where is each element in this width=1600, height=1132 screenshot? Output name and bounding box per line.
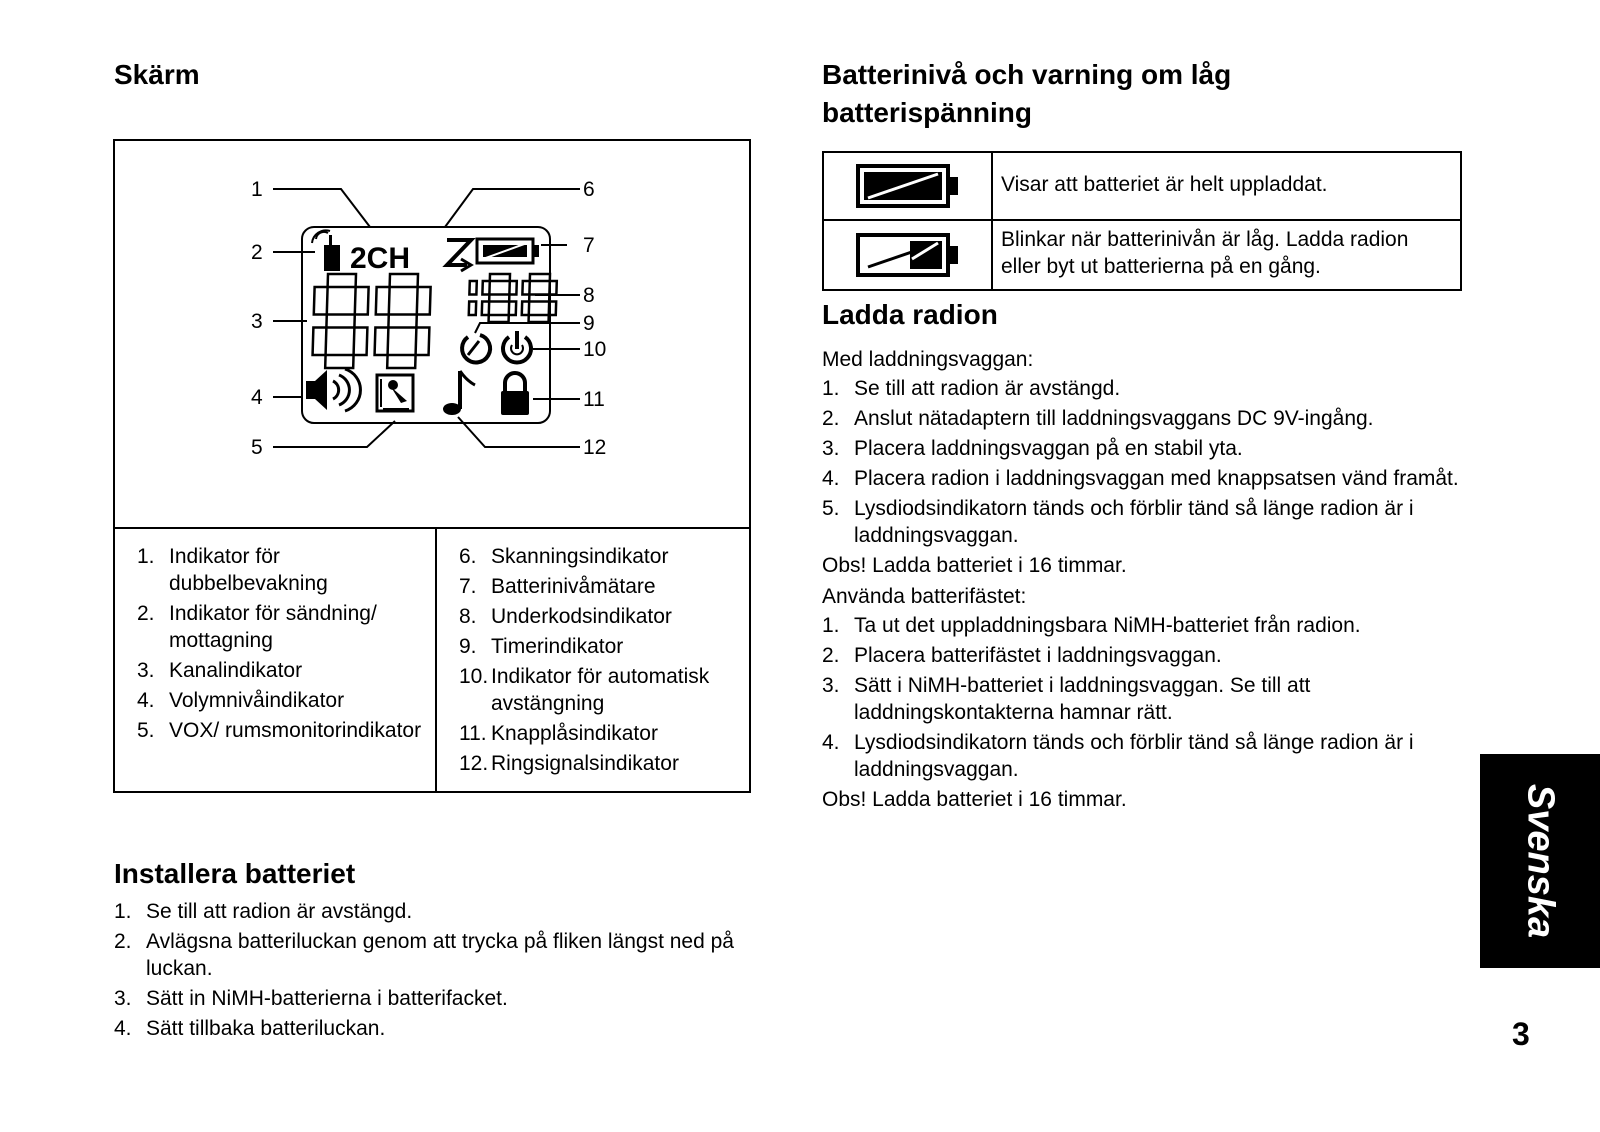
lcd-segment [549, 281, 556, 295]
volume-icon [306, 369, 360, 411]
lcd-segment [354, 328, 368, 356]
lcd-segment [388, 315, 416, 328]
table-row [824, 153, 1460, 221]
callout-3: 3 [251, 310, 263, 333]
legend-item: 7. Batterinivåmätare [459, 575, 656, 598]
battery-low-icon [856, 233, 960, 277]
keylock-icon [501, 373, 529, 415]
lcd-main-digit [312, 274, 369, 368]
lcd-segment [529, 315, 549, 322]
lcd-segment [375, 328, 389, 356]
auto-power-off-icon [503, 331, 531, 362]
lcd-sub-digit [522, 274, 557, 322]
legend-item: 11. Knapplåsindikator [459, 722, 658, 745]
legend-item: 12. Ringsignalsindikator [459, 752, 679, 775]
callout-7: 7 [583, 234, 595, 257]
lcd-segment [387, 355, 415, 368]
lcd-segment [509, 281, 516, 295]
lcd-segment [522, 281, 529, 295]
list-item: 1. Ta ut det uppladdningsbara NiMH-batteriet från radion. [822, 614, 1361, 637]
lcd-diagram [115, 141, 749, 529]
charge-instructions [822, 346, 1462, 815]
holder-steps [822, 612, 1462, 783]
legend-left [115, 527, 437, 791]
legend-item: 8. Underkodsindikator [459, 605, 672, 628]
legend-item: 5. VOX/ rumsmonitorindikator [137, 719, 422, 742]
callout-12: 12 [583, 436, 607, 459]
lcd-segment [509, 302, 516, 316]
table-cell-text: Blinkar när batterinivån är låg. Ladda radion eller byt ut batterierna på en gång. [1001, 228, 1409, 278]
callout-10: 10 [583, 338, 607, 361]
lcd-segment [390, 274, 418, 287]
list-item: 2. Placera batterifästet i laddningsvaggan. [822, 644, 1222, 667]
language-tab [1480, 754, 1600, 968]
cradle-steps [822, 375, 1462, 549]
lcd-segment [489, 295, 509, 302]
section-title-charge: Ladda radion [822, 299, 998, 330]
table-cell-icon [824, 221, 993, 289]
lcd-channel-label: 2CH [350, 242, 411, 275]
lcd-segment [313, 328, 327, 356]
language-tab-label: Svenska [1519, 783, 1562, 939]
callout-2: 2 [251, 241, 263, 264]
display-figure-box [113, 139, 751, 793]
callout-5: 5 [251, 436, 263, 459]
legend-item: 10. Indikator för automatisk avstängning [459, 665, 710, 715]
lcd-segment [549, 302, 556, 316]
cradle-intro: Med laddningsvaggan: [822, 348, 1034, 371]
list-item: 1. Se till att radion är avstängd. [114, 900, 413, 923]
battery-icon [477, 239, 539, 263]
lcd-main-digits [312, 274, 431, 368]
lcd-segment [417, 287, 431, 315]
lcd-segment [469, 281, 476, 295]
legend-item: 1. Indikator för dubbelbevakning [137, 545, 328, 595]
list-item: 1. Se till att radion är avstängd. [822, 377, 1121, 400]
lcd-segment [489, 315, 509, 322]
lcd-sub-digit [469, 281, 477, 315]
lcd-main-digit [374, 274, 431, 368]
callout-1: 1 [251, 178, 263, 201]
section-title-battery: Batterinivå och varning om låg batterispänning [822, 59, 1232, 128]
section-title-install: Installera batteriet [114, 858, 356, 889]
lcd-segment [314, 287, 328, 315]
table-cell-icon [824, 153, 993, 219]
lcd-diagram-svg [115, 141, 749, 527]
battery-level-table [822, 151, 1462, 291]
install-steps [114, 898, 759, 1045]
legend-item: 4. Volymnivåindikator [137, 689, 345, 712]
list-item: 4. Sätt tillbaka batteriluckan. [114, 1017, 386, 1040]
lcd-sub-digits [469, 274, 557, 322]
scan-icon [447, 240, 471, 271]
holder-intro: Använda batterifästet: [822, 585, 1027, 608]
section-title-display: Skärm [114, 59, 200, 90]
page-number: 3 [1512, 1016, 1530, 1052]
list-item: 4. Placera radion i laddningsvaggan med knappsatsen vänd framåt. [822, 467, 1459, 490]
list-item: 4. Lysdiodsindikatorn tänds och förblir tänd så länge radion är i laddningsvaggan. [822, 731, 1414, 781]
callout-11: 11 [583, 388, 605, 411]
callout-6: 6 [583, 178, 595, 201]
lcd-segment [376, 287, 390, 315]
vox-icon [377, 375, 413, 411]
lcd-segment [355, 287, 369, 315]
callout-8: 8 [583, 284, 595, 307]
table-row [824, 221, 1460, 289]
battery-full-icon [856, 164, 960, 208]
lcd-segment [490, 274, 510, 281]
ringtone-icon [443, 371, 475, 415]
list-item: 3. Sätt i NiMH-batteriet i laddningsvaggan. Se till att laddningskontakterna hamnar rätt. [822, 674, 1311, 724]
lcd-segment [482, 281, 489, 295]
list-item: 3. Sätt in NiMH-batterierna i batterifacket. [114, 987, 508, 1010]
list-item: 2. Anslut nätadaptern till laddningsvaggans DC 9V-ingång. [822, 407, 1374, 430]
callout-9: 9 [583, 312, 595, 335]
lcd-segment [482, 302, 489, 316]
charge-note: Obs! Ladda batteriet i 16 timmar. [822, 554, 1127, 577]
legend-right [437, 527, 749, 791]
lcd-segment [416, 328, 430, 356]
legend-item: 9. Timerindikator [459, 635, 624, 658]
timer-icon [462, 335, 490, 362]
legend-item: 2. Indikator för sändning/ mottagning [137, 602, 377, 652]
lcd-sub-digit [482, 274, 517, 322]
list-item: 5. Lysdiodsindikatorn tänds och förblir tänd så länge radion är i laddningsvaggan. [822, 497, 1414, 547]
callout-4: 4 [251, 386, 263, 409]
lcd-segment [469, 302, 476, 316]
list-item: 3. Placera laddningsvaggan på en stabil yta. [822, 437, 1243, 460]
lcd-segment [530, 274, 550, 281]
legend-item: 3. Kanalindikator [137, 659, 303, 682]
list-item: 2. Avlägsna batteriluckan genom att trycka på fliken längst ned på luckan. [114, 930, 734, 980]
charge-note: Obs! Ladda batteriet i 16 timmar. [822, 788, 1127, 811]
legend-item: 6. Skanningsindikator [459, 545, 669, 568]
lcd-segment [326, 315, 354, 328]
lcd-segment [328, 274, 356, 287]
lcd-segment [325, 355, 353, 368]
table-cell-text: Visar att batteriet är helt uppladdat. [1001, 173, 1328, 196]
transmit-receive-icon [312, 230, 340, 271]
lcd-segment [522, 302, 529, 316]
